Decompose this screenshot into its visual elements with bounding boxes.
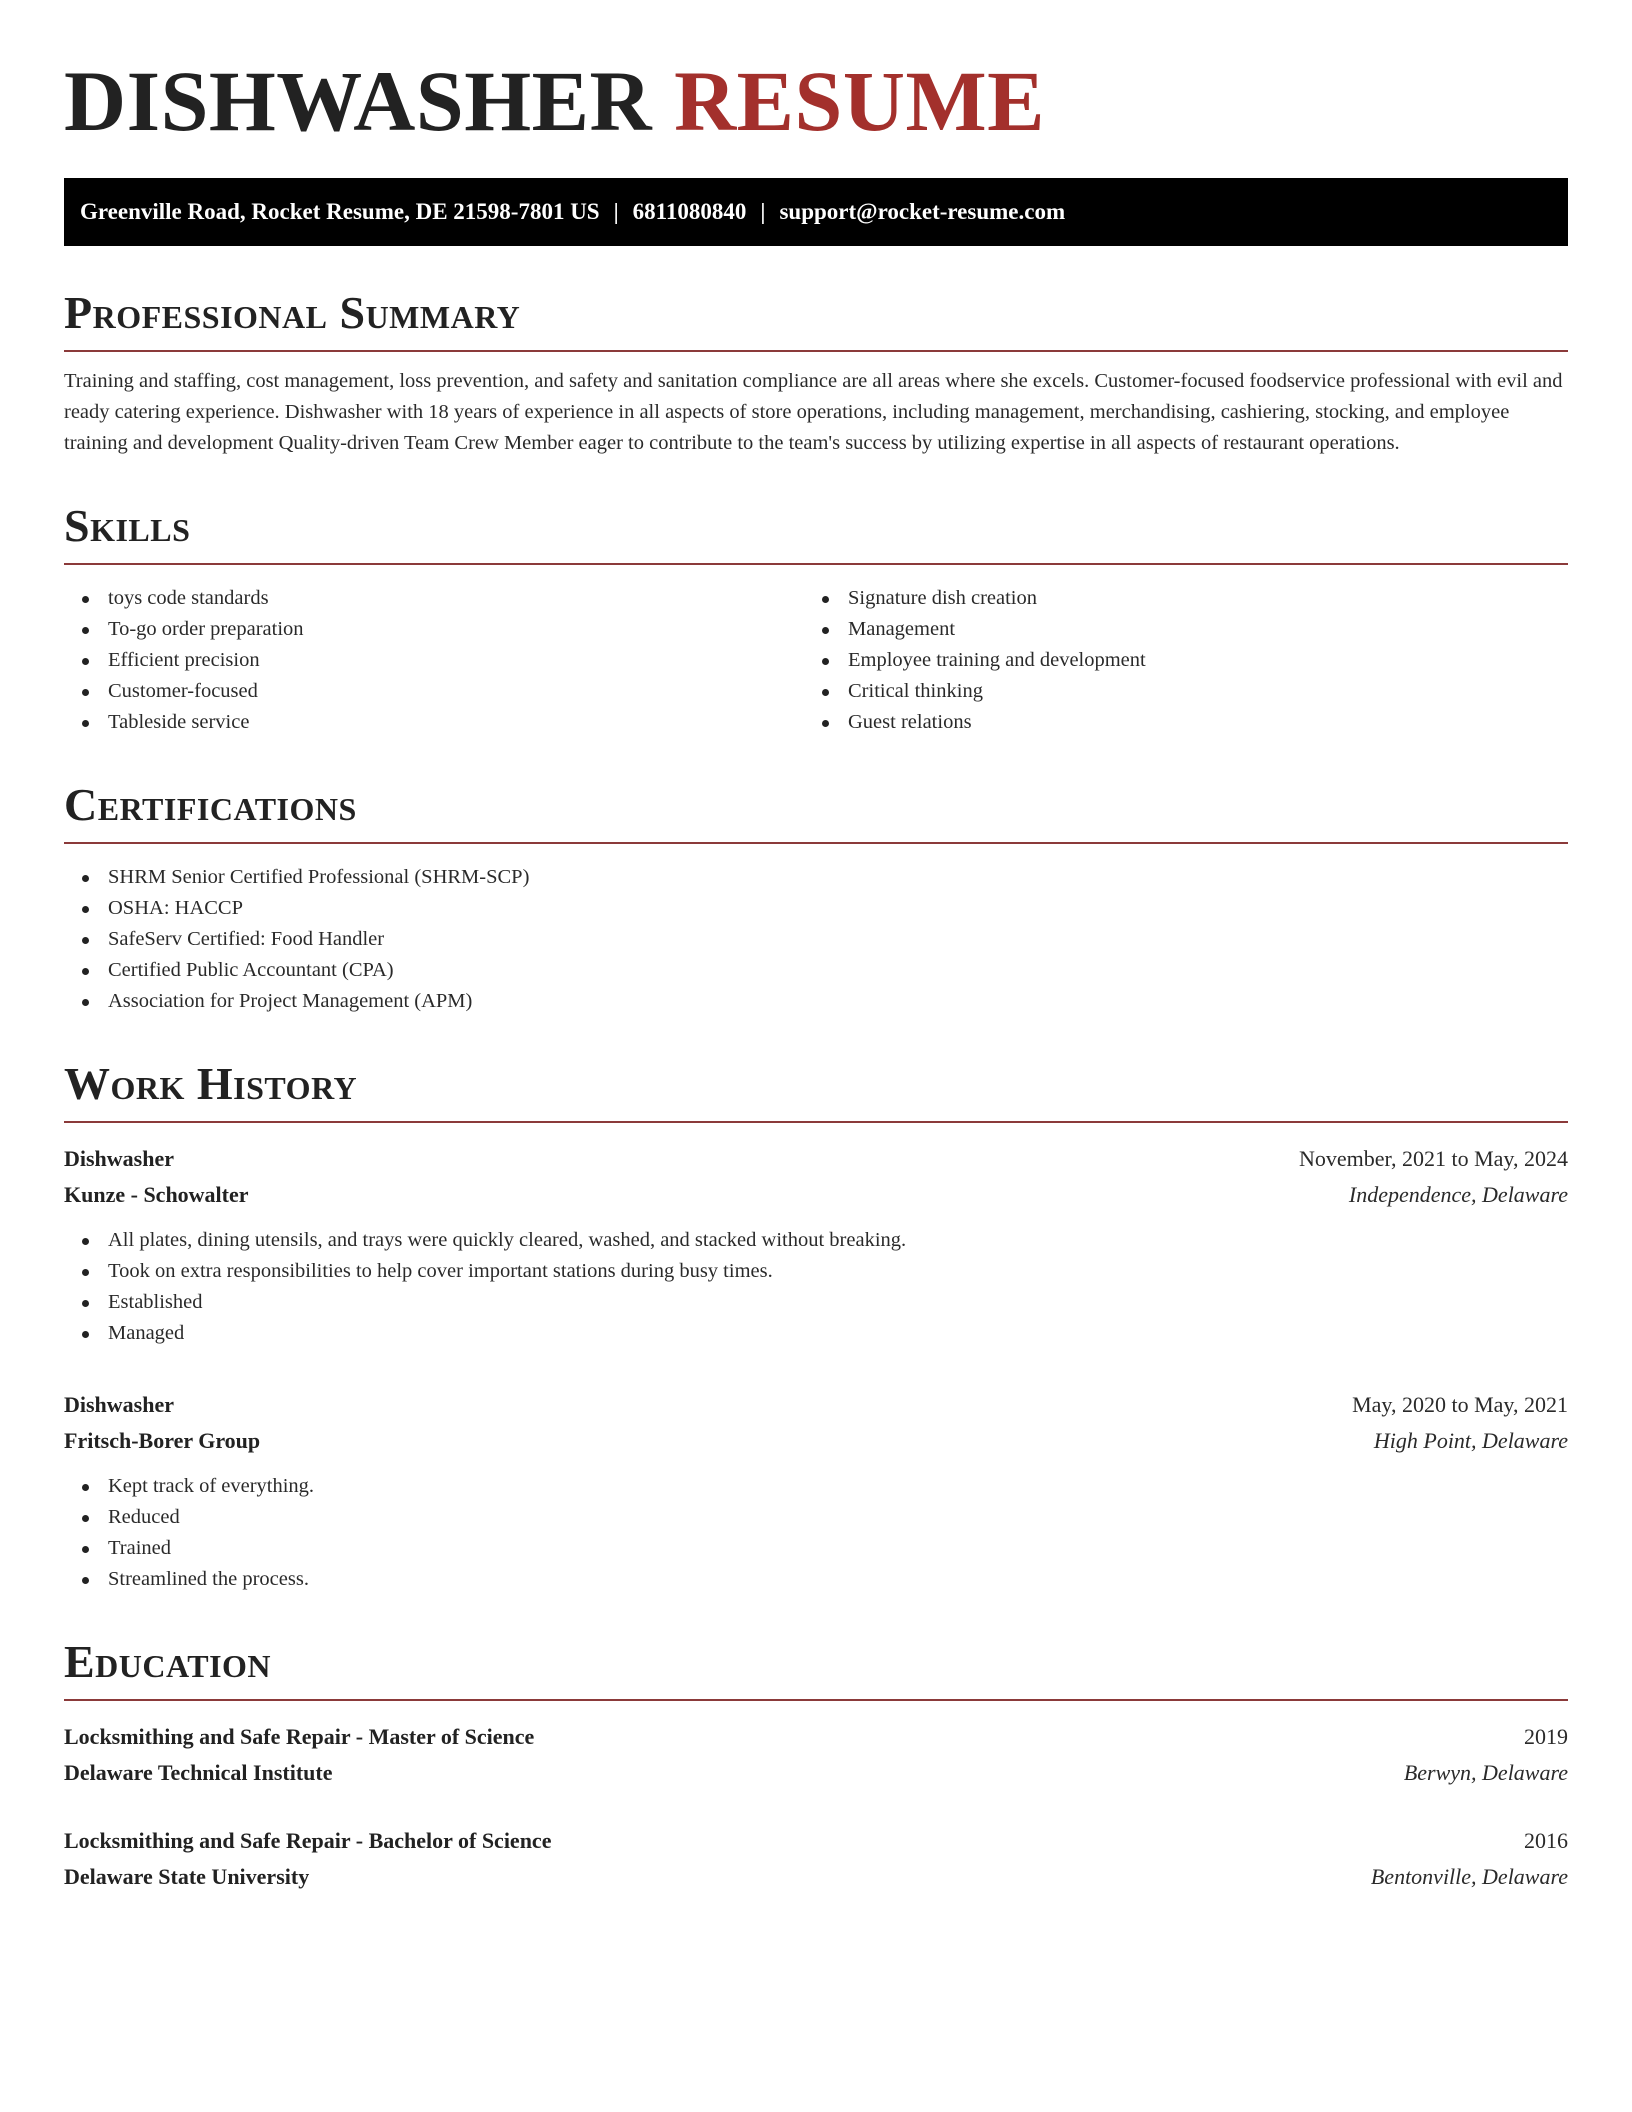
education-degree-row xyxy=(64,1823,1568,1859)
list-item: Took on extra responsibilities to help cover important stations during busy times. xyxy=(64,1256,1568,1287)
job-bullets xyxy=(64,1225,1568,1349)
list-item: SafeServ Certified: Food Handler xyxy=(64,924,1568,955)
list-item: Management xyxy=(804,614,1544,645)
skills-columns xyxy=(64,565,1568,738)
job-bullets xyxy=(64,1471,1568,1595)
list-item: Certified Public Accountant (CPA) xyxy=(64,955,1568,986)
education-degree: Locksmithing and Safe Repair - Master of Science xyxy=(64,1724,535,1749)
education-school: Delaware State University xyxy=(64,1864,310,1889)
contact-email: support@rocket-resume.com xyxy=(779,199,1066,224)
section-heading: Skills xyxy=(64,503,1568,565)
list-item: Reduced xyxy=(64,1502,1568,1533)
list-item: Customer-focused xyxy=(64,676,804,707)
list-item: Kept track of everything. xyxy=(64,1471,1568,1502)
education-school-row xyxy=(64,1755,1568,1791)
skills-section xyxy=(64,500,1568,738)
education-section xyxy=(64,1636,1568,1895)
list-item: toys code standards xyxy=(64,583,804,614)
resume-title xyxy=(64,0,1568,149)
job-title: Dishwasher xyxy=(64,1392,175,1417)
list-item: Tableside service xyxy=(64,707,804,738)
skills-list-left xyxy=(64,583,804,738)
education-school-row xyxy=(64,1859,1568,1895)
contact-phone: 6811080840 xyxy=(632,199,747,224)
job-location: High Point, Delaware xyxy=(1373,1428,1568,1453)
job-company: Fritsch-Borer Group xyxy=(64,1428,261,1453)
list-item: Trained xyxy=(64,1533,1568,1564)
education-entry xyxy=(64,1823,1568,1895)
list-item: Guest relations xyxy=(804,707,1544,738)
contact-separator: | xyxy=(760,199,766,224)
list-item: All plates, dining utensils, and trays were quickly cleared, washed, and stacked without breaking. xyxy=(64,1225,1568,1256)
title-main: DISHWASHER xyxy=(64,53,653,149)
job-entry xyxy=(64,1387,1568,1595)
job-location: Independence, Delaware xyxy=(1348,1182,1568,1207)
job-header-row xyxy=(64,1387,1568,1423)
education-degree-row xyxy=(64,1719,1568,1755)
section-heading: Professional Summary xyxy=(64,290,1568,352)
list-item: OSHA: HACCP xyxy=(64,893,1568,924)
list-item: Critical thinking xyxy=(804,676,1544,707)
contact-address: Greenville Road, Rocket Resume, DE 21598-7801 US xyxy=(80,199,600,224)
education-entry xyxy=(64,1719,1568,1791)
section-heading: Certifications xyxy=(64,782,1568,844)
job-company-row xyxy=(64,1177,1568,1213)
list-item: Association for Project Management (APM) xyxy=(64,986,1568,1017)
title-accent: RESUME xyxy=(674,53,1045,149)
summary-text: Training and staffing, cost management, loss prevention, and safety and sanitation compliance are all areas where she excels. Customer-focused foodservice professional with evil and ready catering experience. Dishwasher with 18 years of experience in all aspects of store operations, including management, merchandising, cashiering, stocking, and employee training and development Quality-driven Team Crew Member eager to contribute to the team's success by utilizing expertise in all aspects of restaurant operations. xyxy=(64,370,1563,454)
job-header-row xyxy=(64,1141,1568,1177)
section-heading: Work History xyxy=(64,1061,1568,1123)
list-item: Managed xyxy=(64,1318,1568,1349)
education-year: 2019 xyxy=(1524,1724,1568,1749)
list-item: Signature dish creation xyxy=(804,583,1544,614)
job-dates: May, 2020 to May, 2021 xyxy=(1352,1392,1568,1417)
contact-bar xyxy=(64,178,1568,246)
job-title: Dishwasher xyxy=(64,1146,175,1171)
job-company-row xyxy=(64,1423,1568,1459)
education-school: Delaware Technical Institute xyxy=(64,1760,333,1785)
job-company: Kunze - Schowalter xyxy=(64,1182,249,1207)
summary-section xyxy=(64,287,1568,459)
list-item: SHRM Senior Certified Professional (SHRM-SCP) xyxy=(64,862,1568,893)
education-year: 2016 xyxy=(1524,1828,1568,1853)
education-location: Bentonville, Delaware xyxy=(1370,1864,1568,1889)
list-item: Efficient precision xyxy=(64,645,804,676)
section-heading: Education xyxy=(64,1639,1568,1701)
list-item: Established xyxy=(64,1287,1568,1318)
certifications-section xyxy=(64,779,1568,1017)
job-entry xyxy=(64,1141,1568,1349)
list-item: Employee training and development xyxy=(804,645,1544,676)
education-degree: Locksmithing and Safe Repair - Bachelor of Science xyxy=(64,1828,552,1853)
education-location: Berwyn, Delaware xyxy=(1403,1760,1568,1785)
job-dates: November, 2021 to May, 2024 xyxy=(1299,1146,1568,1171)
list-item: Streamlined the process. xyxy=(64,1564,1568,1595)
list-item: To-go order preparation xyxy=(64,614,804,645)
work-history-section xyxy=(64,1058,1568,1595)
certifications-list xyxy=(64,862,1568,1017)
contact-separator: | xyxy=(613,199,619,224)
skills-list-right xyxy=(804,583,1544,738)
